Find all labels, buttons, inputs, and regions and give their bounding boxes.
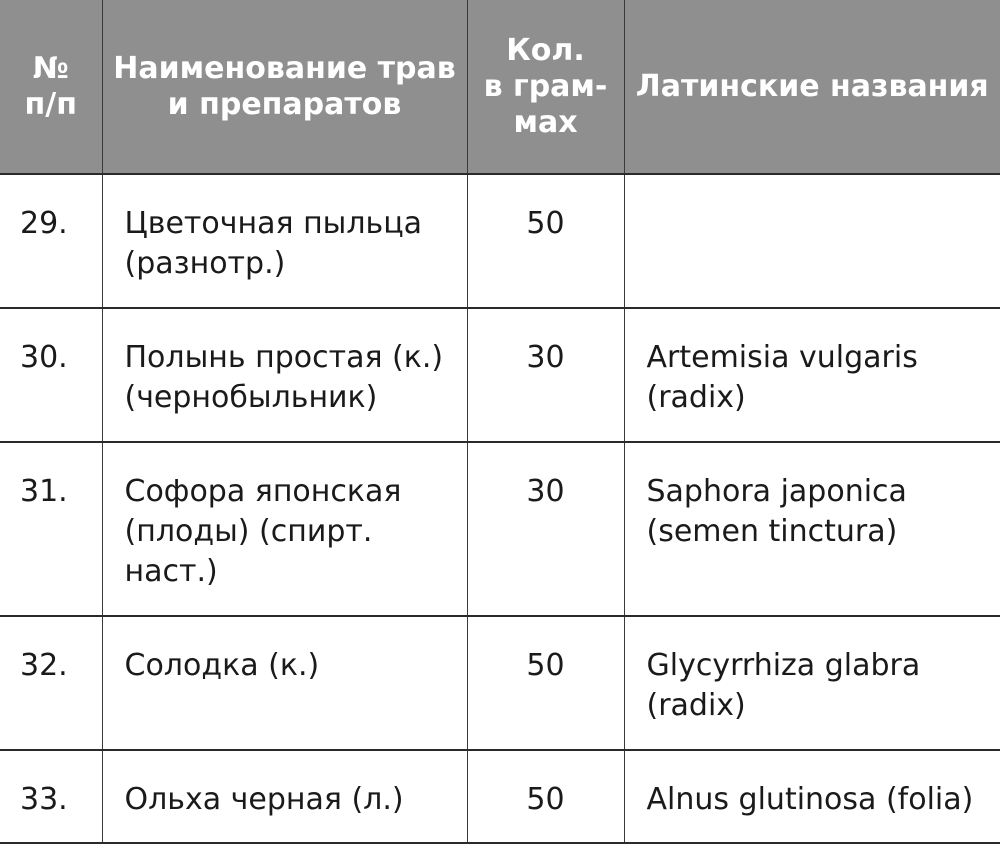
cell-quantity: 50 <box>467 616 624 750</box>
cell-number: 30. <box>0 308 102 442</box>
cell-quantity: 50 <box>467 750 624 843</box>
cell-latin-name <box>624 174 1000 308</box>
cell-number: 33. <box>0 750 102 843</box>
table-row <box>0 174 1000 308</box>
table-body <box>0 174 1000 843</box>
cell-name: Ольха черная (л.) <box>102 750 467 843</box>
header-quantity: Кол. в грам- мах <box>467 0 624 174</box>
cell-name: Солодка (к.) <box>102 616 467 750</box>
table-row <box>0 750 1000 843</box>
header-number: № п/п <box>0 0 102 174</box>
cell-name: Цветочная пыльца (разнотр.) <box>102 174 467 308</box>
cell-name: Полынь простая (к.) (чернобыльник) <box>102 308 467 442</box>
cell-quantity: 30 <box>467 308 624 442</box>
cell-name: Софора японская (плоды) (спирт. наст.) <box>102 442 467 616</box>
cell-number: 32. <box>0 616 102 750</box>
table-header <box>0 0 1000 174</box>
table-row <box>0 616 1000 750</box>
cell-latin-name: Glycyrrhiza glabra (radix) <box>624 616 1000 750</box>
cell-latin-name: Saphora japonica (semen tinctura) <box>624 442 1000 616</box>
cell-quantity: 30 <box>467 442 624 616</box>
cell-number: 31. <box>0 442 102 616</box>
cell-latin-name: Artemisia vulgaris (radix) <box>624 308 1000 442</box>
cell-number: 29. <box>0 174 102 308</box>
cell-quantity: 50 <box>467 174 624 308</box>
table-row <box>0 308 1000 442</box>
cell-latin-name: Alnus glutinosa (folia) <box>624 750 1000 843</box>
header-name: Наименование трав и препаратов <box>102 0 467 174</box>
header-latin-name: Латинские названия <box>624 0 1000 174</box>
header-row <box>0 0 1000 174</box>
table-row <box>0 442 1000 616</box>
